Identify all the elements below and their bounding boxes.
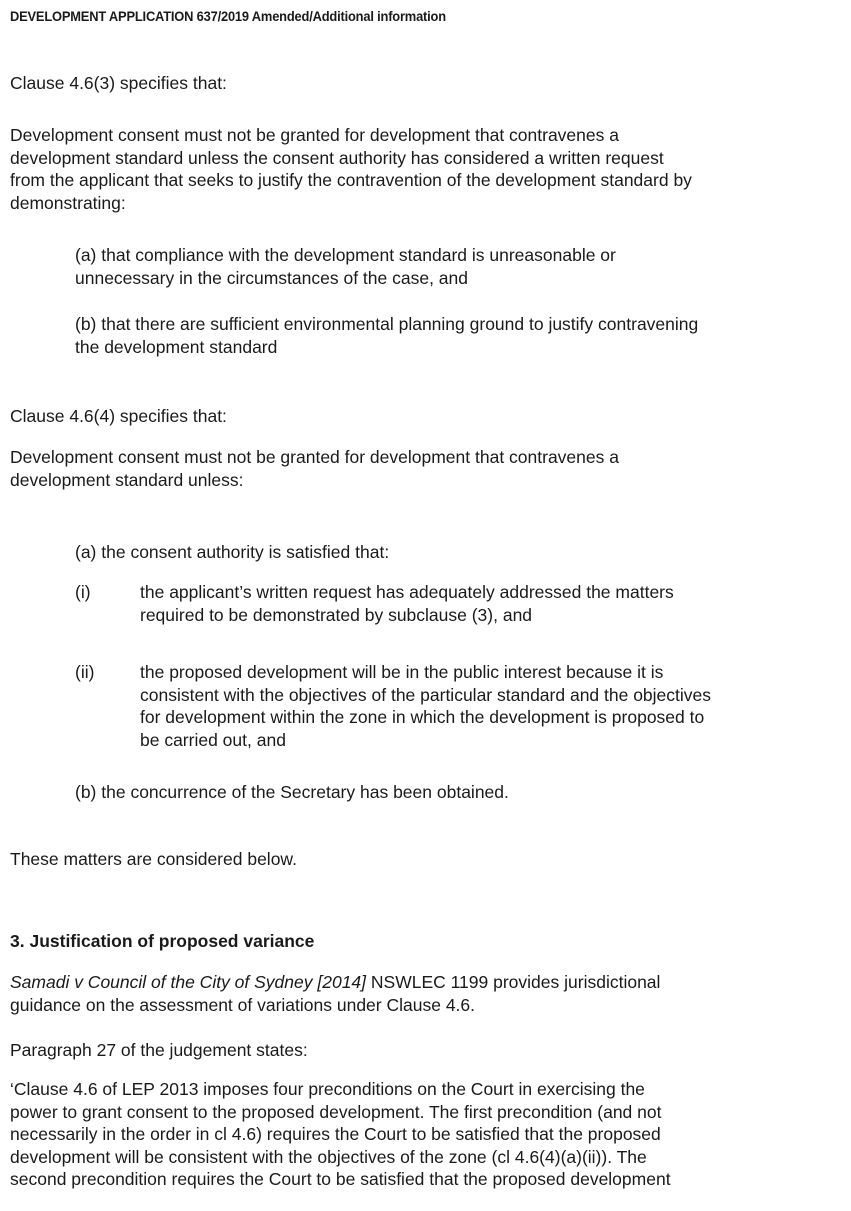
- text-line: the development standard: [75, 336, 278, 357]
- text-line: second precondition requires the Court to be satisfied that the proposed development: [10, 1169, 671, 1189]
- clause-464-item-b: (b) the concurrence of the Secretary has been obtained.: [75, 782, 509, 802]
- clause-463-intro: Clause 4.6(3) specifies that:: [10, 73, 227, 93]
- paragraph-27-intro: Paragraph 27 of the judgement states:: [10, 1040, 308, 1060]
- text-line: required to be demonstrated by subclause (3), and: [140, 604, 533, 625]
- text-line: Development consent must not be granted for development that contravenes a: [10, 447, 619, 467]
- judgement-quote: [10, 1078, 671, 1191]
- text-line: Development consent must not be granted for development that contravenes a: [10, 125, 619, 145]
- samadi-paragraph: [10, 971, 660, 1016]
- clause-464-sub-ii: [140, 661, 711, 751]
- text-line: the proposed development will be in the public interest because it is: [140, 662, 664, 682]
- clause-463-body: [10, 124, 692, 214]
- considered-note: These matters are considered below.: [10, 849, 297, 869]
- clause-463-item-b: [75, 313, 698, 358]
- clause-464-body: [10, 446, 619, 491]
- text-line: ‘Clause 4.6 of LEP 2013 imposes four preconditions on the Court in exercising the: [10, 1079, 645, 1099]
- section-heading: 3. Justification of proposed variance: [10, 931, 315, 951]
- text-line: (b) that there are sufficient environmental planning ground to justify contravening: [75, 314, 699, 334]
- case-citation: Samadi v Council of the City of Sydney [2014]: [10, 972, 367, 992]
- text-line: the applicant’s written request has adequately addressed the matters: [140, 582, 674, 602]
- text-line: guidance on the assessment of variations under Clause 4.6.: [10, 994, 476, 1015]
- text-line: [10, 971, 660, 994]
- text-line: power to grant consent to the proposed development. The first precondition (and not: [10, 1101, 662, 1122]
- clause-464-item-a: (a) the consent authority is satisfied that:: [75, 542, 390, 562]
- text-line: consistent with the objectives of the particular standard and the objectives: [140, 684, 712, 705]
- text-line: (a) that compliance with the development standard is unreasonable or: [75, 245, 616, 265]
- clause-464-intro: Clause 4.6(4) specifies that:: [10, 406, 227, 426]
- text-line: development standard unless the consent authority has considered a written request: [10, 147, 664, 168]
- clause-463-item-a: [75, 244, 616, 289]
- text-line: demonstrating:: [10, 192, 126, 213]
- text-line: development standard unless:: [10, 469, 244, 490]
- page-header: DEVELOPMENT APPLICATION 637/2019 Amended/Additional information: [10, 8, 446, 24]
- text-line: necessarily in the order in cl 4.6) requires the Court to be satisfied that the proposed: [10, 1124, 661, 1144]
- text-line: be carried out, and: [140, 729, 286, 750]
- text-line: development will be consistent with the objectives of the zone (cl 4.6(4)(a)(ii)). The: [10, 1146, 647, 1167]
- text-line: from the applicant that seeks to justify the contravention of the development standard by: [10, 170, 692, 190]
- text-line: for development within the zone in which the development is proposed to: [140, 707, 705, 727]
- sub-item-label-i: (i): [75, 582, 91, 602]
- clause-464-sub-i: [140, 581, 674, 626]
- text-fragment: NSWLEC 1199 provides jurisdictional: [366, 972, 661, 992]
- text-line: unnecessary in the circumstances of the case, and: [75, 267, 468, 288]
- sub-item-label-ii: (ii): [75, 662, 95, 682]
